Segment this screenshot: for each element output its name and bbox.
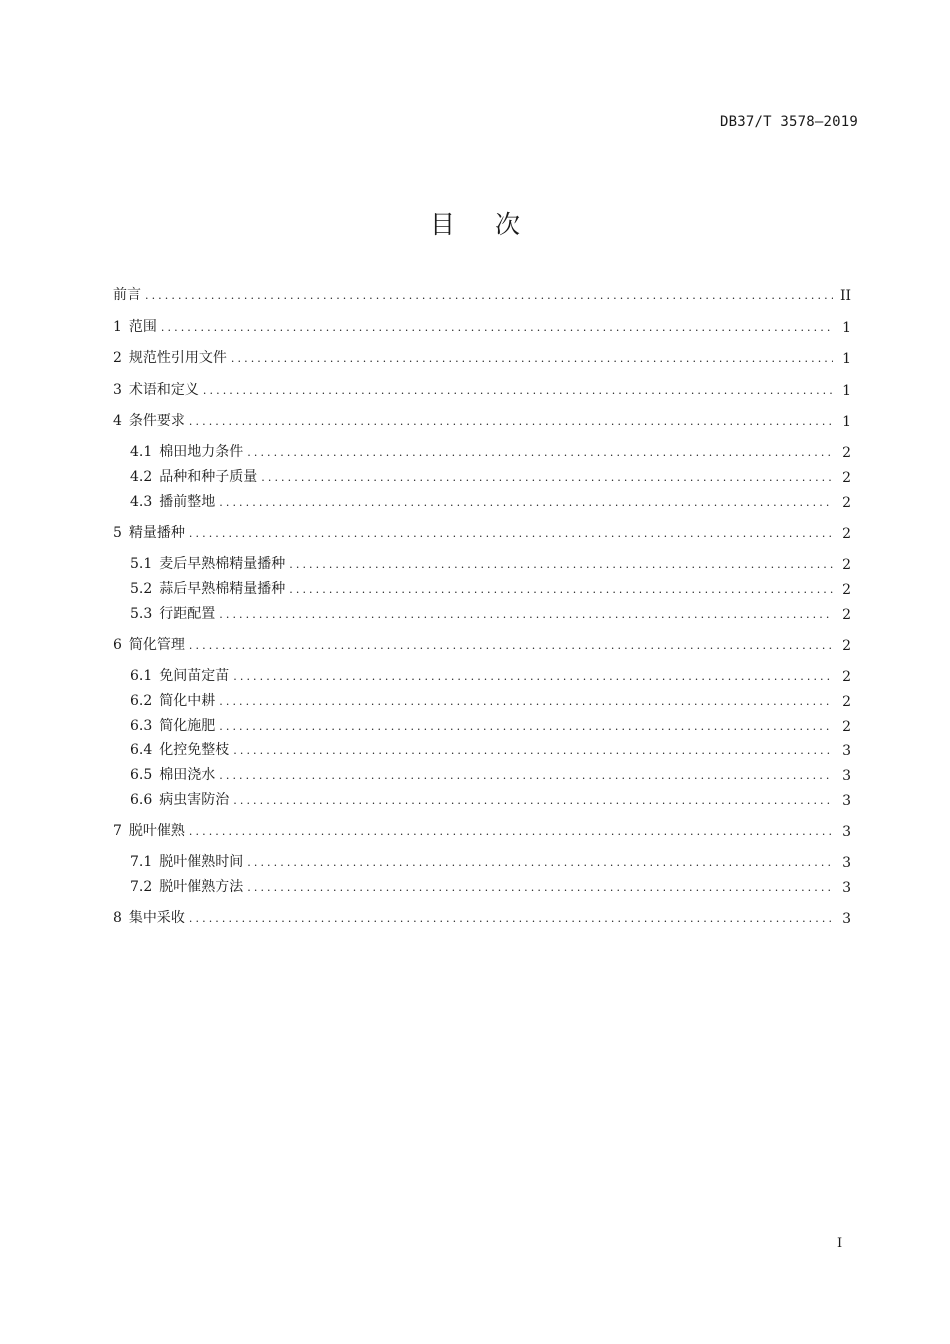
toc-entry-label — [130, 491, 219, 511]
toc-entry-label — [113, 410, 189, 430]
toc-entry-label — [113, 284, 145, 304]
toc-entry[interactable] — [130, 491, 851, 511]
toc-entry-page: 2 — [842, 607, 851, 623]
toc-leader-dots — [189, 413, 833, 427]
toc-entry-number: 2 — [113, 350, 122, 366]
toc-entry-label — [130, 553, 289, 573]
toc-entry[interactable] — [130, 603, 851, 623]
toc-entry-text: 简化施肥 — [159, 718, 216, 734]
toc-entry-page: 2 — [842, 526, 851, 542]
toc-entry-page: 2 — [842, 495, 851, 511]
toc-entry[interactable] — [130, 851, 851, 871]
toc-leader-dots — [219, 693, 833, 707]
toc-leader-dots — [233, 742, 833, 756]
toc-entry-page: 3 — [842, 911, 851, 927]
toc-leader-dots — [189, 910, 833, 924]
toc-entry-text: 免间苗定苗 — [159, 668, 230, 684]
page-number: I — [837, 1236, 843, 1251]
toc-entry-text: 病虫害防治 — [159, 792, 230, 808]
toc-entry-label — [113, 379, 203, 399]
toc-entry-text: 规范性引用文件 — [128, 350, 227, 366]
toc-leader-dots — [203, 382, 833, 396]
toc-leader-dots — [219, 767, 833, 781]
toc-entry[interactable] — [130, 690, 851, 710]
toc-entry-number: 7.2 — [130, 879, 153, 895]
toc-entry-page: 2 — [842, 557, 851, 573]
toc-entry[interactable] — [113, 410, 851, 430]
toc-entry[interactable] — [113, 907, 851, 927]
toc-entry-page: 2 — [842, 694, 851, 710]
toc-entry-label — [130, 789, 233, 809]
toc-entry-number: 5.1 — [130, 556, 153, 572]
toc-entry-text: 品种和种子质量 — [159, 469, 258, 485]
toc-entry-number: 4.2 — [130, 469, 153, 485]
document-code: DB37/T 3578—2019 — [719, 114, 858, 130]
toc-entry[interactable] — [130, 876, 851, 896]
toc-entry-page: 1 — [842, 383, 851, 399]
toc-entry-text: 脱叶催熟时间 — [159, 854, 244, 870]
toc-entry-text: 术语和定义 — [128, 382, 199, 398]
toc-entry-label — [113, 907, 189, 927]
toc-entry-number: 7.1 — [130, 854, 153, 870]
toc-entry-number: 8 — [113, 910, 122, 926]
toc-entry[interactable] — [113, 284, 851, 304]
toc-entry-text: 集中采收 — [128, 910, 185, 926]
toc-entry-page: 1 — [842, 351, 851, 367]
toc-entry-text: 脱叶催熟 — [128, 823, 185, 839]
toc-entry-number: 4 — [113, 413, 122, 429]
toc-entry-number: 3 — [113, 382, 122, 398]
toc-entry-label — [113, 347, 231, 367]
toc-entry-page: 3 — [842, 768, 851, 784]
toc-entry-page: 1 — [842, 414, 851, 430]
toc-entry-number: 5 — [113, 525, 122, 541]
toc-entry-number: 6.4 — [130, 742, 153, 758]
toc-entry-number: 6.6 — [130, 792, 153, 808]
toc-entry-page: 1 — [842, 320, 851, 336]
toc-entry[interactable] — [113, 347, 851, 367]
toc-leader-dots — [261, 469, 833, 483]
toc-entry-number: 7 — [113, 823, 122, 839]
toc-entry-label — [130, 665, 233, 685]
toc-leader-dots — [247, 444, 833, 458]
toc-entry[interactable] — [130, 441, 851, 461]
toc-leader-dots — [289, 556, 833, 570]
toc-leader-dots — [145, 287, 833, 301]
toc-entry-label — [130, 578, 289, 598]
toc-entry[interactable] — [130, 665, 851, 685]
toc-entry-label — [130, 715, 219, 735]
toc-entry-text: 行距配置 — [159, 606, 216, 622]
toc-entry-text: 简化中耕 — [159, 693, 216, 709]
toc-entry[interactable] — [130, 764, 851, 784]
toc-entry-text: 脱叶催熟方法 — [159, 879, 244, 895]
toc-leader-dots — [289, 581, 833, 595]
toc-entry-number: 5.3 — [130, 606, 153, 622]
toc-entry-page: 3 — [842, 793, 851, 809]
toc-entry[interactable] — [130, 466, 851, 486]
toc-entry-text: 化控免整枝 — [159, 742, 230, 758]
toc-entry-number: 6 — [113, 637, 122, 653]
toc-entry-number: 5.2 — [130, 581, 153, 597]
toc-leader-dots — [161, 319, 833, 333]
toc-entry-number: 1 — [113, 319, 122, 335]
toc-leader-dots — [247, 879, 833, 893]
toc-entry-text: 简化管理 — [128, 637, 185, 653]
toc-entry-text: 麦后早熟棉精量播种 — [159, 556, 286, 572]
toc-entry-number: 4.1 — [130, 444, 153, 460]
toc-entry-label — [130, 876, 247, 896]
toc-entry[interactable] — [113, 634, 851, 654]
toc-entry[interactable] — [130, 739, 851, 759]
toc-leader-dots — [219, 606, 833, 620]
toc-entry-text: 前言 — [113, 287, 141, 303]
toc-entry-label — [113, 820, 189, 840]
toc-entry-label — [113, 316, 161, 336]
toc-entry-text: 播前整地 — [159, 494, 216, 510]
toc-entry[interactable] — [113, 316, 851, 336]
toc-entry-page: 2 — [842, 470, 851, 486]
toc-entry-page: 2 — [842, 669, 851, 685]
toc-leader-dots — [233, 668, 833, 682]
toc-entry[interactable] — [113, 522, 851, 542]
toc-entry-label — [130, 851, 247, 871]
toc-entry-text: 条件要求 — [128, 413, 185, 429]
toc-entry-page: 2 — [842, 638, 851, 654]
toc-entry[interactable] — [130, 578, 851, 598]
toc-entry-label — [130, 441, 247, 461]
toc-entry-page: 2 — [842, 582, 851, 598]
toc-entry-label — [130, 764, 219, 784]
toc-entry-label — [113, 634, 189, 654]
toc-leader-dots — [247, 854, 833, 868]
toc-leader-dots — [189, 637, 833, 651]
toc-leader-dots — [189, 823, 833, 837]
toc-entry-text: 精量播种 — [128, 525, 185, 541]
toc-entry-page: 3 — [842, 824, 851, 840]
toc-leader-dots — [231, 350, 833, 364]
toc-leader-dots — [233, 792, 833, 806]
toc-entry[interactable] — [113, 820, 851, 840]
toc-entry-label — [130, 603, 219, 623]
toc-entry-text: 棉田地力条件 — [159, 444, 244, 460]
page-title: 目次 — [429, 210, 560, 239]
toc-entry-label — [113, 522, 189, 542]
toc-entry[interactable] — [130, 553, 851, 573]
toc-entry-number: 6.3 — [130, 718, 153, 734]
toc-entry-label — [130, 690, 219, 710]
toc-entry-number: 6.1 — [130, 668, 153, 684]
toc-entry-page: 3 — [842, 855, 851, 871]
toc-entry-text: 蒜后早熟棉精量播种 — [159, 581, 286, 597]
toc-entry-page: 2 — [842, 719, 851, 735]
toc-entry-label — [130, 466, 261, 486]
toc-leader-dots — [219, 494, 833, 508]
toc-entry[interactable] — [130, 789, 851, 809]
toc-leader-dots — [189, 525, 833, 539]
toc-entry[interactable] — [130, 715, 851, 735]
toc-entry-text: 范围 — [128, 319, 157, 335]
toc-entry-page: 3 — [842, 880, 851, 896]
toc-entry-page: 2 — [842, 445, 851, 461]
toc-entry-page: 3 — [842, 743, 851, 759]
toc-entry-label — [130, 739, 233, 759]
toc-entry-number: 6.2 — [130, 693, 153, 709]
toc-entry-number: 6.5 — [130, 767, 153, 783]
toc-leader-dots — [219, 718, 833, 732]
toc-entry-number: 4.3 — [130, 494, 153, 510]
toc-entry-text: 棉田浇水 — [159, 767, 216, 783]
toc-entry[interactable] — [113, 379, 851, 399]
toc-entry-page: II — [839, 288, 851, 304]
